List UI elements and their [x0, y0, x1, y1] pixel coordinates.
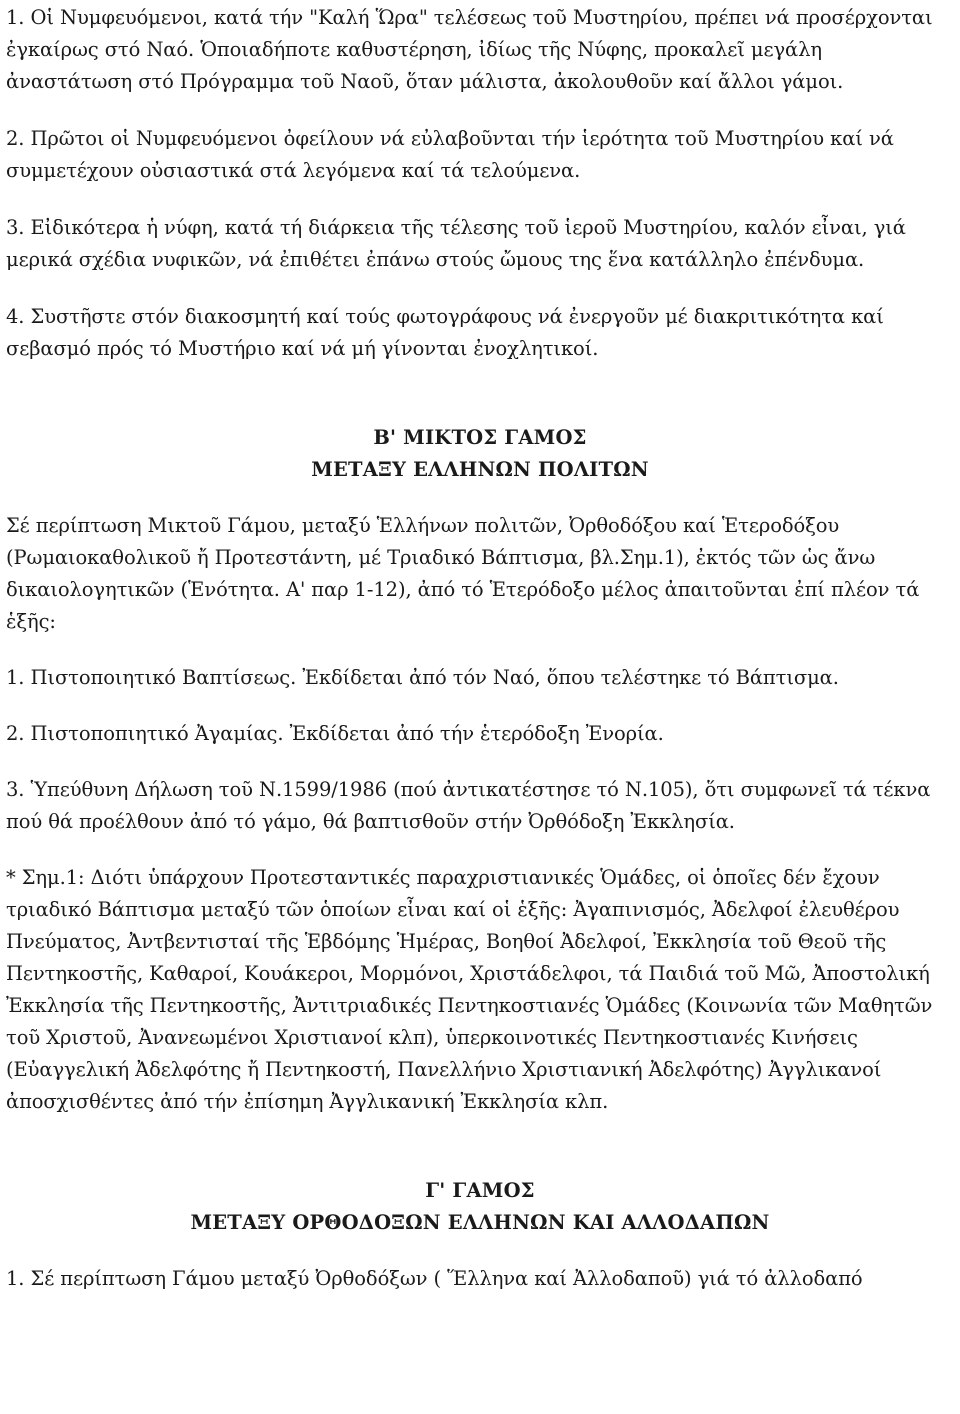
paragraph-item-3: 3. Εἰδικότερα ἡ νύφη, κατά τή διάρκεια τῆς τέλεσης τοῦ ἱεροῦ Μυστηρίου, καλόν εἶναι, γιά μερικά σχέδια νυφικῶν, νά ἐπιθέτει ἐπάνω στούς ὤμους της ἕνα κατάλληλο ἐπένδυμα.: [6, 216, 906, 271]
requirement-item-1: 1. Πιστοποιητικό Βαπτίσεως. Ἐκδίδεται ἀπό τόν Ναό, ὅπου τελέστηκε τό Βάπτισμα.: [6, 666, 839, 689]
section-a: [6, 2, 954, 365]
paragraph-item-4: 4. Συστῆστε στόν διακοσμητή καί τούς φωτογράφους νά ἐνεργοῦν μέ διακριτικότητα καί σεβασμό πρός τό Μυστήριο καί νά μή γίνονται ἐνοχλητικοί.: [6, 305, 884, 360]
section-heading-line: Β' ΜΙΚΤΟΣ ΓΑΜΟΣ: [373, 426, 587, 449]
section-b-heading: [6, 422, 954, 486]
section-heading-line: ΜΕΤΑΞΥ ΕΛΛΗΝΩΝ ΠΟΛΙΤΩΝ: [311, 458, 649, 481]
requirement-item-3: 3. Ὑπεύθυνη Δήλωση τοῦ Ν.1599/1986 (πού ἀντικατέστησε τό Ν.105), ὅτι συμφωνεῖ τά τέκνα πού θά προέλθουν ἀπό τό γάμο, θά βαπτισθοῦν στήν Ὀρθόδοξη Ἐκκλησία.: [6, 778, 931, 833]
requirement-item-2: 2. Πιστοποπιητικό Ἀγαμίας. Ἐκδίδεται ἀπό τήν ἑτερόδοξη Ἐνορία.: [6, 722, 664, 745]
section-c-heading: [6, 1175, 954, 1239]
section-c: [6, 1263, 954, 1295]
section-b: [6, 510, 954, 1118]
document-page: [6, 2, 954, 1295]
section-heading-line: ΜΕΤΑΞΥ ΟΡΘΟΔΟΞΩΝ ΕΛΛΗΝΩΝ ΚΑΙ ΑΛΛΟΔΑΠΩΝ: [190, 1211, 770, 1234]
paragraph-item-2: 2. Πρῶτοι οἱ Νυμφευόμενοι ὀφείλουν νά εὐλαβοῦνται τήν ἱερότητα τοῦ Μυστηρίου καί νά συμμετέχουν οὐσιαστικά στά λεγόμενα καί τά τελούμενα.: [6, 127, 894, 182]
section-heading-line: Γ' ΓΑΜΟΣ: [425, 1179, 535, 1202]
footnote-paragraph: * Σημ.1: Διότι ὑπάρχουν Προτεσταντικές παραχριστιανικές Ὁμάδες, οἱ ὁποῖες δέν ἔχουν τριαδικό Βάπτισμα μεταξύ τῶν ὁποίων εἶναι καί οἱ ἑξῆς: Ἀγαπινισμός, Ἀδελφοί ἐλευθέρου Πνεύματος, Ἀντβενтισταί τῆς Ἑβδόμης Ἡμέρας, Βοηθοί Ἀδελφοί, Ἐκκλησία τοῦ Θεοῦ τῆς Πεντηκοστῆς, Καθαροί, Κουάκεροι, Μορμόνοι, Χριστάδελφοι, τά Παιδιά τοῦ Μῶ, Ἀποστολική Ἐκκλησία τῆς Πεντηκοστῆς, Ἀντιτριαδικές Πεντηκοστιανές Ὁμάδες (Κοινωνία τῶν Μαθητῶν τοῦ Χριστοῦ, Ἀνανεωμένοι Χριστιανοί κλπ), ὑπερκοινοτικές Πεντηκοστιανές Κινήσεις (Εὐαγγελική Ἀδελφότης ἤ Πεντηκοστή, Πανελλήνιο Χριστιανική Ἀδελφότης) Ἀγγλικανοί ἀποσχισθέντες ἀπό τήν ἐπίσημη Ἀγγλικανική Ἐκκλησία κλπ.: [6, 866, 933, 1113]
section-intro-paragraph: Σέ περίπτωση Μικτοῦ Γάμου, μεταξύ Ἑλλήνων πολιτῶν, Ὀρθοδόξου καί Ἑτεροδόξου (Ρωμαιοκαθολικοῦ ἤ Προτεστάντη, μέ Τριαδικό Βάπτισμα, βλ.Σημ.1), ἐκτός τῶν ὡς ἄνω δικαιολογητικῶν (Ἑνότητα. Α' παρ 1-12), ἀπό τό Ἑτερόδοξο μέλος ἀπαιτοῦνται ἐπί πλέον τά ἑξῆς:: [6, 514, 920, 633]
requirement-item-1: 1. Σέ περίπτωση Γάμου μεταξύ Ὀρθοδόξων ( Ἕλληνα καί Ἀλλοδαποῦ) γιά τό ἀλλοδαπό: [6, 1267, 863, 1290]
paragraph-item-1: 1. Οἱ Νυμφευόμενοι, κατά τήν "Καλή Ὥρα" τελέσεως τοῦ Μυστηρίου, πρέπει νά προσέρχονται ἐγκαίρως στό Ναό. Ὁποιαδήποτε καθυστέρηση, ἰδίως τῆς Νύφης, προκαλεῖ μεγάλη ἀναστάτωση στό Πρόγραμμα τοῦ Ναοῦ, ὅταν μάλιστα, ἀκολουθοῦν καί ἄλλοι γάμοι.: [6, 6, 933, 93]
